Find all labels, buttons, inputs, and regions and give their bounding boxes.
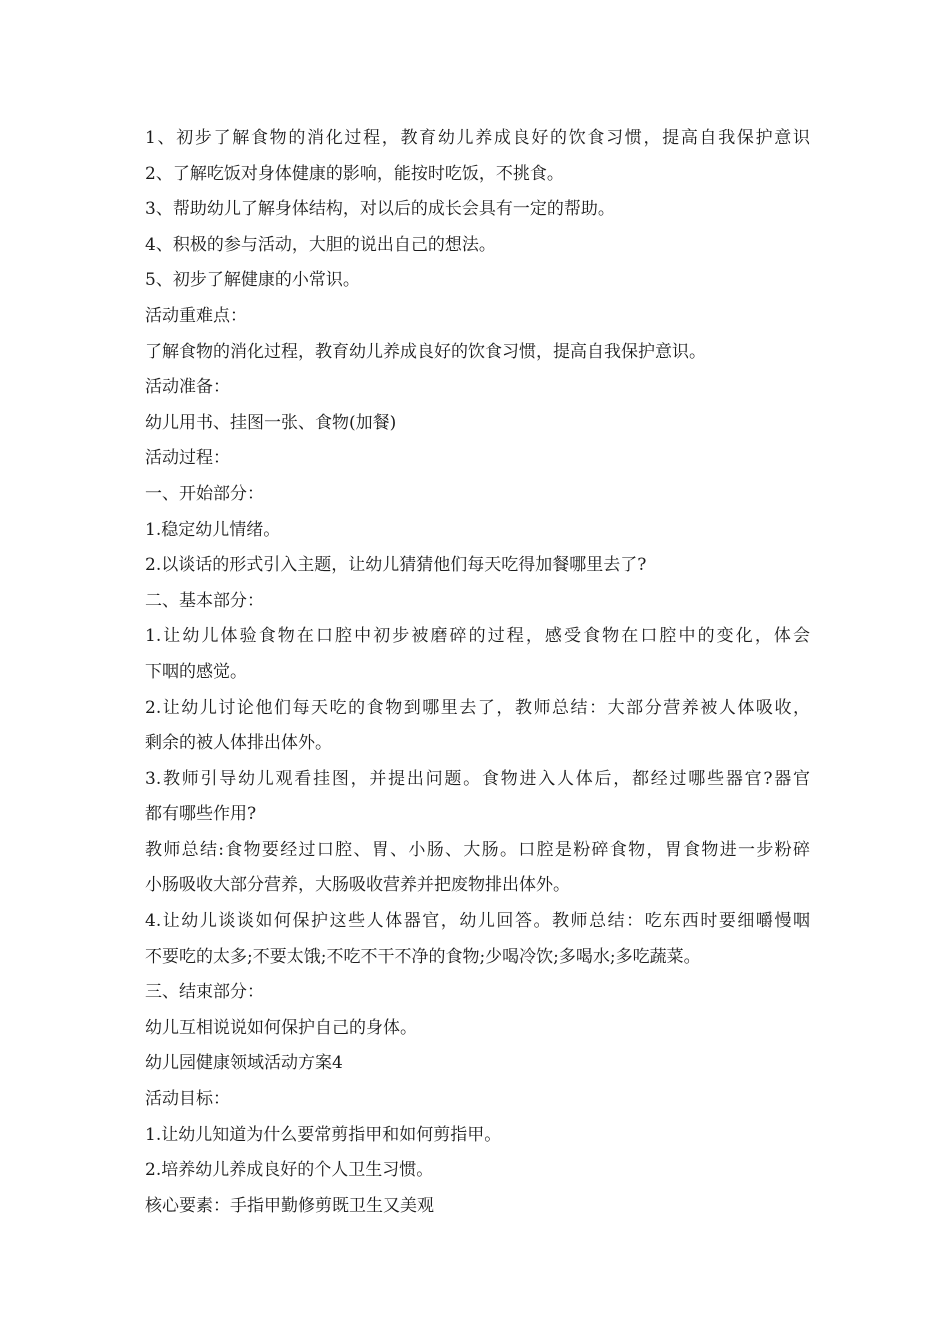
text-line: 2、了解吃饭对身体健康的影响，能按时吃饭，不挑食。 [145, 163, 564, 184]
section-heading: 活动准备： [145, 377, 230, 398]
document-title: 幼儿园健康领域活动方案4 [145, 1053, 343, 1074]
text-line: 3.教师引导幼儿观看挂图，并提出问题。食物进入人体后，都经过哪些器官?器官 [145, 768, 810, 789]
text-line: 2.让幼儿讨论他们每天吃的食物到哪里去了，教师总结：大部分营养被人体吸收， [145, 697, 810, 718]
text-line: 小肠吸收大部分营养，大肠吸收营养并把废物排出体外。 [145, 875, 570, 896]
text-line: 1.稳定幼儿情绪。 [145, 519, 281, 540]
text-line: 都有哪些作用? [145, 804, 257, 825]
text-line: 不要吃的太多;不要太饿;不吃不干不净的食物;少喝冷饮;多喝水;多吃蔬菜。 [145, 946, 701, 967]
document-body [145, 121, 810, 1224]
text-line: 教师总结:食物要经过口腔、胃、小肠、大肠。口腔是粉碎食物，胃食物进一步粉碎 [145, 839, 810, 860]
text-line: 1.让幼儿知道为什么要常剪指甲和如何剪指甲。 [145, 1124, 502, 1145]
text-line: 剩余的被人体排出体外。 [145, 733, 332, 754]
text-line: 4、积极的参与活动，大胆的说出自己的想法。 [145, 234, 496, 255]
section-heading: 二、基本部分： [145, 590, 264, 611]
text-line: 下咽的感觉。 [145, 661, 247, 682]
text-line: 1、初步了解食物的消化过程，教育幼儿养成良好的饮食习惯，提高自我保护意识 [145, 128, 810, 148]
text-line: 2.以谈话的形式引入主题，让幼儿猜猜他们每天吃得加餐哪里去了? [145, 555, 647, 576]
text-line: 核心要素：手指甲勤修剪既卫生又美观 [145, 1195, 434, 1216]
text-line: 4.让幼儿谈谈如何保护这些人体器官，幼儿回答。教师总结：吃东西时要细嚼慢咽 [145, 911, 810, 932]
section-heading: 三、结束部分： [145, 982, 264, 1003]
text-line: 2.培养幼儿养成良好的个人卫生习惯。 [145, 1160, 434, 1181]
text-line: 1.让幼儿体验食物在口腔中初步被磨碎的过程，感受食物在口腔中的变化，体会 [145, 626, 810, 647]
text-line: 幼儿互相说说如何保护自己的身体。 [145, 1017, 417, 1038]
section-heading: 一、开始部分： [145, 483, 264, 504]
text-line: 5、初步了解健康的小常识。 [145, 270, 360, 291]
text-line: 幼儿用书、挂图一张、食物(加餐) [145, 412, 397, 433]
text-line: 了解食物的消化过程，教育幼儿养成良好的饮食习惯，提高自我保护意识。 [145, 341, 706, 362]
section-heading: 活动目标： [145, 1089, 230, 1110]
section-heading: 活动过程： [145, 448, 230, 469]
section-heading: 活动重难点： [145, 305, 247, 326]
text-line: 3、帮助幼儿了解身体结构，对以后的成长会具有一定的帮助。 [145, 199, 615, 220]
